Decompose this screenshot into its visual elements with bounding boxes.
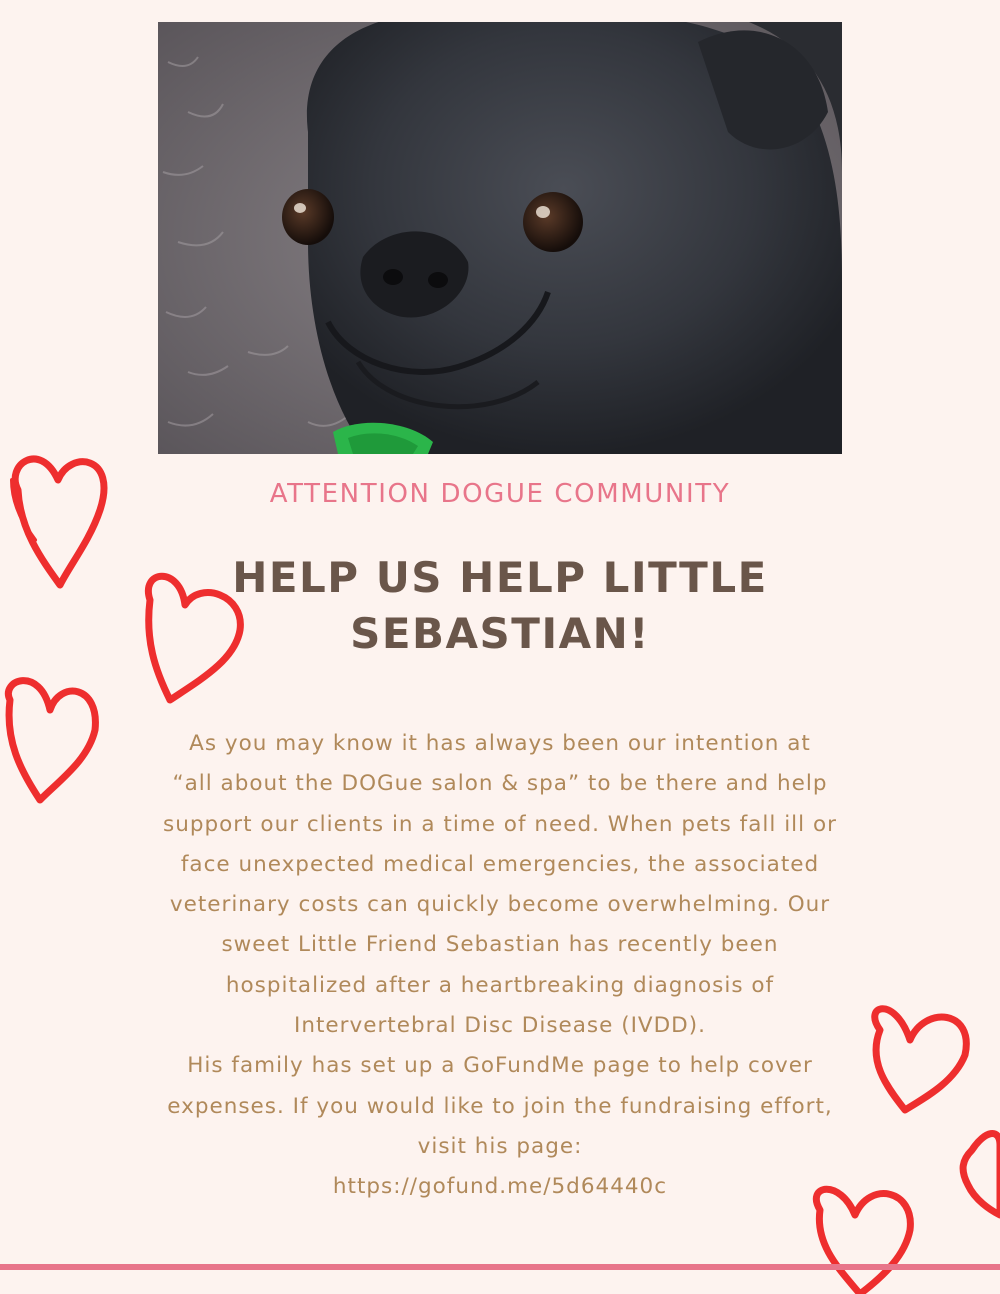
body-line: hospitalized after a heartbreaking diagnosis of (225, 972, 775, 998)
title-line: HELP US HELP LITTLE (232, 553, 768, 602)
page-title (0, 550, 1000, 662)
heart-outline-icon (963, 1134, 1000, 1215)
body-line: “all about the DOGue salon & spa” to be there and help (172, 771, 828, 797)
dog-photo (158, 22, 842, 454)
body-line: sweet Little Friend Sebastian has recently been (221, 932, 779, 958)
bottom-divider (0, 1264, 1000, 1270)
gofundme-link[interactable]: https://gofund.me/5d64440c (332, 1174, 668, 1200)
body-line: expenses. If you would like to join the fundraising effort, (167, 1093, 833, 1119)
french-bulldog-photo (158, 22, 842, 454)
body-line: As you may know it has always been our intention at (189, 731, 811, 756)
body-line: support our clients in a time of need. When pets fall ill or (163, 811, 837, 837)
body-line: Intervertebral Disc Disease (IVDD). (294, 1013, 706, 1039)
kicker-heading: ATTENTION DOGUE COMMUNITY (269, 479, 731, 509)
body-line: visit his page: (417, 1133, 583, 1159)
body-line: veterinary costs can quickly become overwhelming. Our (169, 892, 831, 918)
title-line: SEBASTIAN! (350, 609, 650, 658)
body-line: His family has set up a GoFundMe page to help cover (187, 1053, 813, 1079)
announcement-body (100, 724, 900, 1208)
body-line: face unexpected medical emergencies, the associated (180, 851, 820, 877)
heart-outline-icon (8, 681, 95, 800)
